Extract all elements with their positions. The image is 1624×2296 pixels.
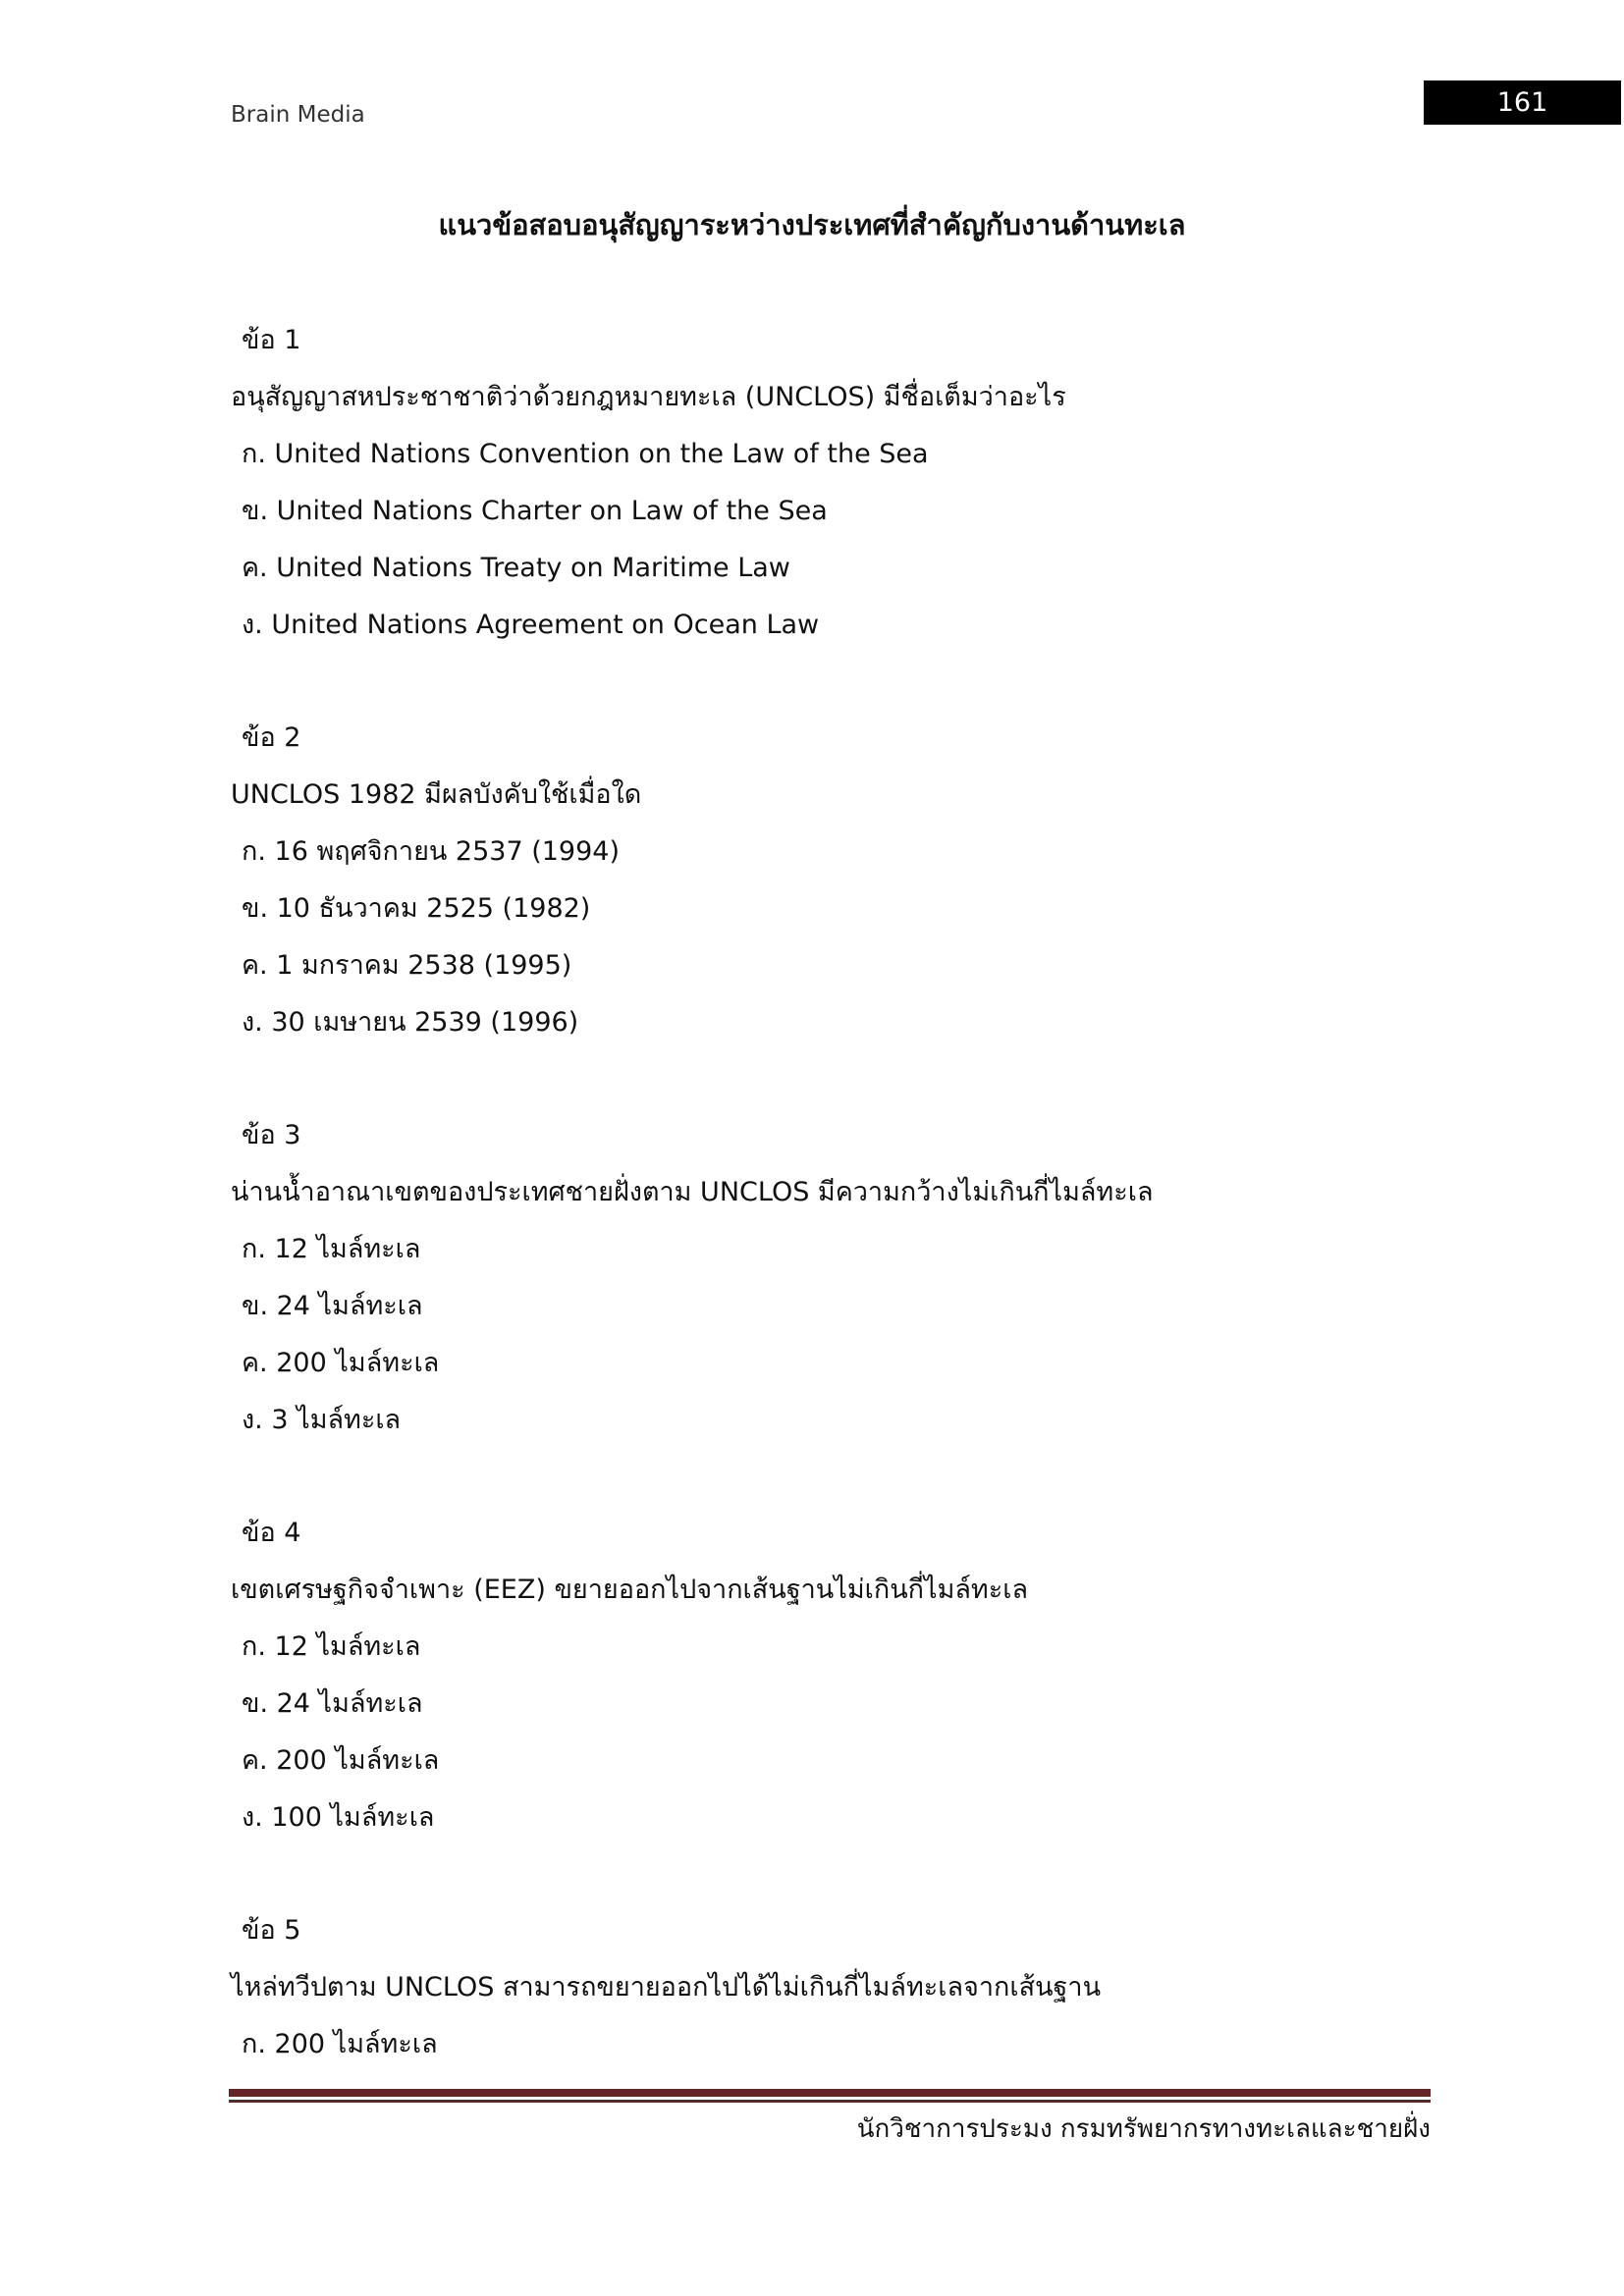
question-number: ข้อ 2: [242, 722, 301, 753]
answer-option: ข. 24 ไมล์ทะเล: [242, 1688, 423, 1719]
question-block: [231, 312, 1458, 654]
question-list: [231, 312, 1458, 2129]
footer-text: นักวิชาการประมง กรมทรัพยากรทางทะเลและชายฝั่ง: [856, 2114, 1431, 2144]
page-number: 161: [1424, 80, 1621, 125]
question-block: [231, 1107, 1458, 1449]
answer-option: ง. 3 ไมล์ทะเล: [242, 1405, 402, 1435]
answer-option: ค. 200 ไมล์ทะเล: [242, 1348, 440, 1378]
answer-option: ข. 10 ธันวาคม 2525 (1982): [242, 893, 591, 924]
question-text: เขตเศรษฐกิจจำเพาะ (EEZ) ขยายออกไปจากเส้นฐานไม่เกินกี่ไมล์ทะเล: [231, 1575, 1028, 1605]
question-text: อนุสัญญาสหประชาชาติว่าด้วยกฎหมายทะเล (UNCLOS) มีชื่อเต็มว่าอะไร: [231, 382, 1066, 412]
answer-option: ก. 200 ไมล์ทะเล: [242, 2029, 438, 2059]
answer-option: ก. 12 ไมล์ทะเล: [242, 1234, 421, 1264]
answer-option: ข. 24 ไมล์ทะเล: [242, 1291, 423, 1321]
question-block: [231, 1505, 1458, 1846]
question-block: [231, 1902, 1458, 2073]
answer-option: ก. 12 ไมล์ทะเล: [242, 1631, 421, 1662]
answer-option: ค. United Nations Treaty on Maritime Law: [242, 553, 790, 583]
answer-option: ค. 200 ไมล์ทะเล: [242, 1745, 440, 1776]
answer-option: ง. United Nations Agreement on Ocean Law: [242, 610, 820, 640]
question-number: ข้อ 5: [242, 1915, 301, 1946]
footer-rule-thin: [229, 2100, 1431, 2103]
question-text: ไหล่ทวีปตาม UNCLOS สามารถขยายออกไปได้ไม่เกินกี่ไมล์ทะเลจากเส้นฐาน: [231, 1972, 1102, 2002]
answer-option: ก. United Nations Convention on the Law of the Sea: [242, 439, 929, 469]
answer-option: ค. 1 มกราคม 2538 (1995): [242, 950, 572, 981]
page-title: แนวข้อสอบอนุสัญญาระหว่างประเทศที่สำคัญกับงานด้านทะเล: [438, 208, 1186, 241]
question-block: [231, 710, 1458, 1051]
question-text: UNCLOS 1982 มีผลบังคับใช้เมื่อใด: [231, 779, 642, 810]
answer-option: ง. 100 ไมล์ทะเล: [242, 1802, 435, 1833]
footer-rule: [229, 2089, 1431, 2097]
question-number: ข้อ 4: [242, 1518, 301, 1548]
answer-option: ข. United Nations Charter on Law of the Sea: [242, 496, 828, 526]
question-number: ข้อ 3: [242, 1120, 301, 1150]
answer-option: ก. 16 พฤศจิกายน 2537 (1994): [242, 836, 621, 867]
publisher-name: Brain Media: [231, 102, 365, 128]
question-text: น่านน้ำอาณาเขตของประเทศชายฝั่งตาม UNCLOS มีความกว้างไม่เกินกี่ไมล์ทะเล: [231, 1177, 1154, 1207]
answer-option: ง. 30 เมษายน 2539 (1996): [242, 1007, 579, 1038]
question-number: ข้อ 1: [242, 325, 301, 355]
